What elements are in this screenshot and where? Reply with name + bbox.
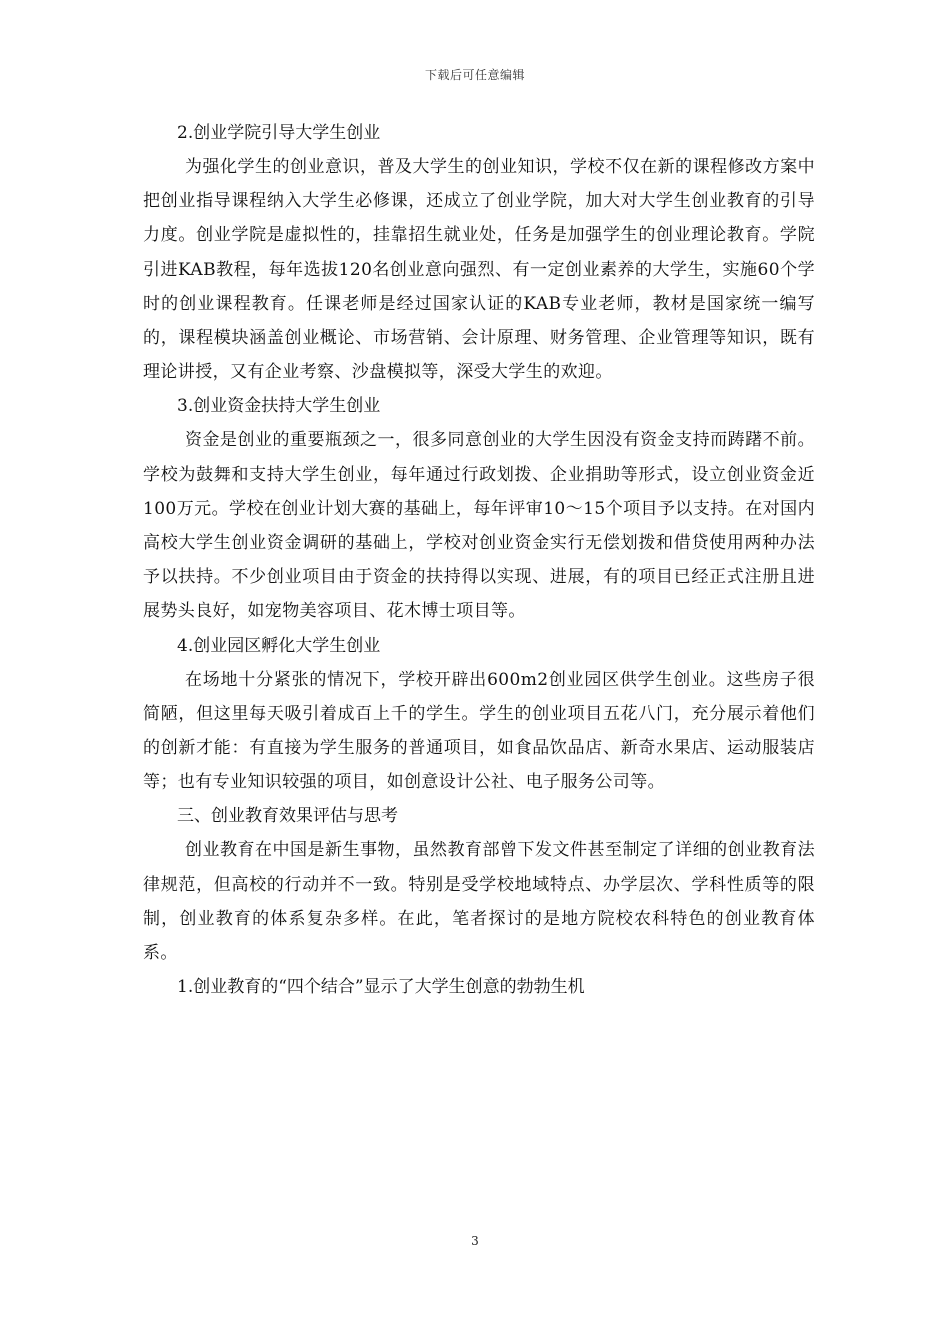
- section-paragraph: 资金是创业的重要瓶颈之一，很多同意创业的大学生因没有资金支持而踌躇不前。学校为鼓舞和支持大学生创业，每年通过行政划拨、企业捐助等形式，设立创业资金近100万元。学校在创业计划大赛的基础上，每年评审10～15个项目予以支持。在对国内高校大学生创业资金调研的基础上，学校对创业资金实行无偿划拨和借贷使用两种办法予以扶持。不少创业项目由于资金的扶持得以实现、进展，有的项目已经正式注册且进展势头良好，如宠物美容项目、花木博士项目等。: [143, 430, 815, 622]
- final-heading: 1.创业教育的“四个结合”显示了大学生创意的勃勃生机: [177, 977, 585, 998]
- section-paragraph: 创业教育在中国是新生事物，虽然教育部曾下发文件甚至制定了详细的创业教育法律规范，但高校的行动并不一致。特别是受学校地域特点、办学层次、学科性质等的限制，创业教育的体系复杂多样。在此，笔者探讨的是地方院校农科特色的创业教育体系。: [143, 840, 815, 964]
- page-header: 下载后可任意编辑: [424, 68, 525, 82]
- section-heading: 4.创业园区孵化大学生创业: [177, 635, 381, 656]
- section-heading: 3.创业资金扶持大学生创业: [177, 396, 381, 417]
- section-paragraph: 在场地十分紧张的情况下，学校开辟出600m2创业园区供学生创业。这些房子很简陋，但这里每天吸引着成百上千的学生。学生的创业项目五花八门，充分展示着他们的创新才能：有直接为学生服务的普通项目，如食品饮品店、新奇水果店、运动服装店等；也有专业知识较强的项目，如创意设计公社、电子服务公司等。: [143, 669, 815, 793]
- section-heading: 2.创业学院引导大学生创业: [177, 123, 381, 143]
- document-body: [143, 116, 815, 1004]
- section-heading: 三、创业教育效果评估与思考: [177, 806, 398, 827]
- page-number: 3: [471, 1234, 479, 1248]
- section-paragraph: 为强化学生的创业意识，普及大学生的创业知识，学校不仅在新的课程修改方案中把创业指导课程纳入大学生必修课，还成立了创业学院，加大对大学生创业教育的引导力度。创业学院是虚拟性的，挂靠招生就业处，任务是加强学生的创业理论教育。学院引进KAB教程，每年选拔120名创业意向强烈、有一定创业素养的大学生，实施60个学时的创业课程教育。任课老师是经过国家认证的KAB专业老师，教材是国家统一编写的，课程模块涵盖创业概论、市场营销、会计原理、财务管理、企业管理等知识，既有理论讲授，又有企业考察、沙盘模拟等，深受大学生的欢迎。: [143, 157, 815, 383]
